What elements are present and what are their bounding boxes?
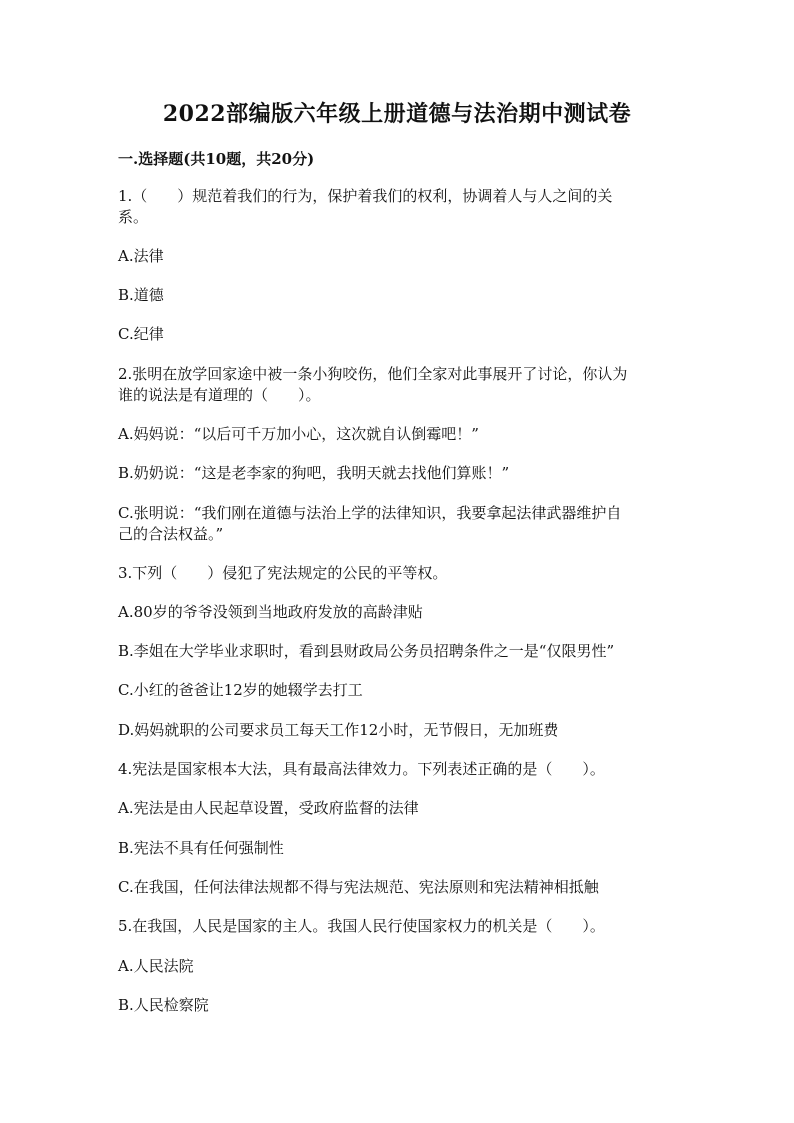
question-1-stem-line-2: 系。 <box>118 208 149 226</box>
question-2-option-c-line-1: C.张明说：“我们刚在道德与法治上学的法律知识，我要拿起法律武器维护自 <box>118 504 622 522</box>
question-4-option-c: C.在我国，任何法律法规都不得与宪法规范、宪法原则和宪法精神相抵触 <box>118 878 599 896</box>
question-4-stem: 4.宪法是国家根本大法，具有最高法律效力。下列表述正确的是（ ）。 <box>118 760 605 778</box>
question-1-option-a: A.法律 <box>118 247 164 265</box>
question-5-option-b: B.人民检察院 <box>118 996 209 1014</box>
question-3-option-b: B.李姐在大学毕业求职时，看到县财政局公务员招聘条件之一是“仅限男性” <box>118 642 615 660</box>
question-3-option-c: C.小红的爸爸让12岁的她辍学去打工 <box>118 681 363 699</box>
question-1-option-b: B.道德 <box>118 286 164 304</box>
question-3-option-d: D.妈妈就职的公司要求员工每天工作12小时，无节假日，无加班费 <box>118 721 559 739</box>
question-2-stem-line-1: 2.张明在放学回家途中被一条小狗咬伤，他们全家对此事展开了讨论，你认为 <box>118 365 628 383</box>
question-3-stem: 3.下列（ ）侵犯了宪法规定的公民的平等权。 <box>118 564 448 582</box>
question-2-stem-line-2: 谁的说法是有道理的（ ）。 <box>118 386 321 404</box>
question-2-option-c-line-2: 己的合法权益。” <box>118 525 224 543</box>
question-1-option-c: C.纪律 <box>118 325 164 343</box>
question-1-stem-line-1: 1.（ ）规范着我们的行为，保护着我们的权利，协调着人与人之间的关 <box>118 187 613 205</box>
section-heading: 一.选择题(共10题，共20分) <box>118 150 315 168</box>
question-4-option-b: B.宪法不具有任何强制性 <box>118 839 284 857</box>
question-2-option-a: A.妈妈说：“以后可千万加小心，这次就自认倒霉吧！” <box>118 425 479 443</box>
question-5-stem: 5.在我国，人民是国家的主人。我国人民行使国家权力的机关是（ ）。 <box>118 917 605 935</box>
question-5-option-a: A.人民法院 <box>118 957 194 975</box>
question-4-option-a: A.宪法是由人民起草设置，受政府监督的法律 <box>118 799 419 817</box>
question-2-option-b: B.奶奶说：“这是老李家的狗吧，我明天就去找他们算账！” <box>118 464 510 482</box>
exam-title: 2022部编版六年级上册道德与法治期中测试卷 <box>162 101 632 127</box>
question-3-option-a: A.80岁的爷爷没领到当地政府发放的高龄津贴 <box>118 603 423 621</box>
